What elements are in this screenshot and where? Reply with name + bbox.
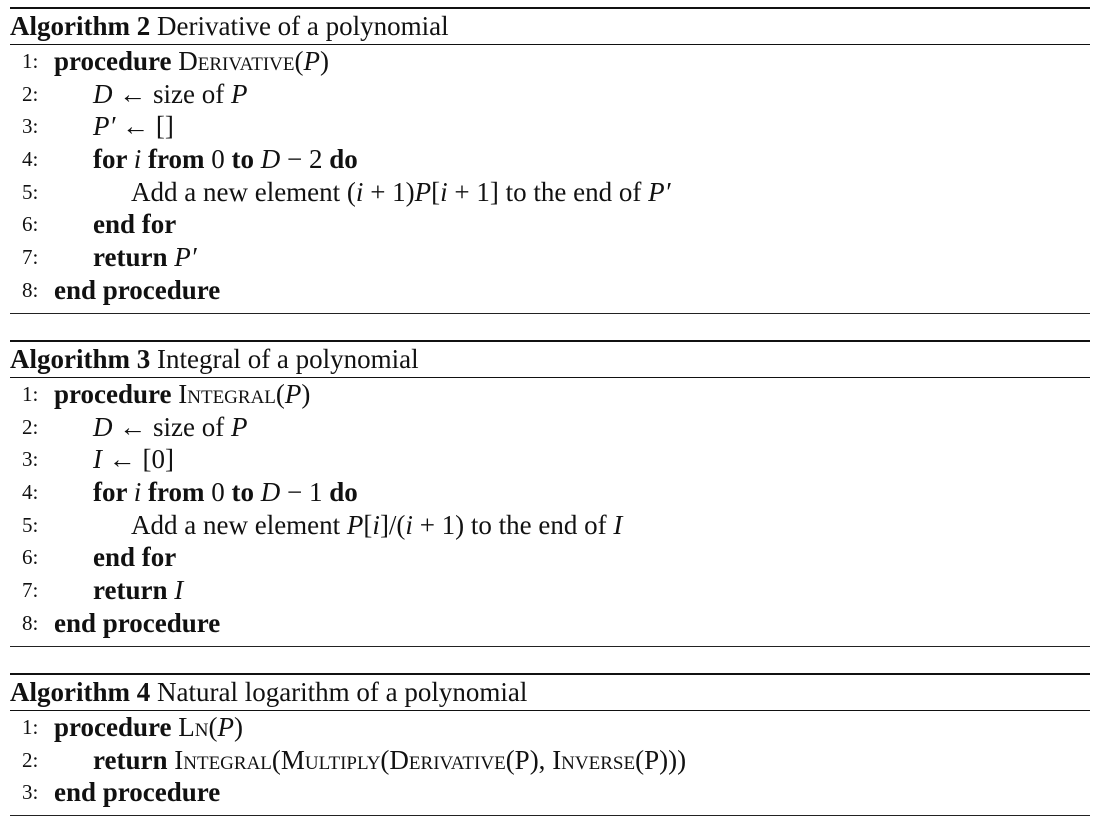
text-fragment: ( (380, 744, 390, 775)
algorithm-3-block (10, 340, 1090, 647)
keyword: end procedure (54, 607, 221, 638)
algorithm-title: Natural logarithm of a polynomial (156, 677, 528, 707)
keyword: procedure (54, 379, 179, 409)
math-variable: P (230, 411, 248, 442)
math-variable: D (93, 411, 113, 442)
text-fragment: + 1] to the end of (447, 176, 649, 207)
math-variable: P (346, 509, 364, 540)
algorithm-label: Algorithm 4 (10, 677, 151, 707)
algorithm-caption (10, 675, 1090, 710)
math-variable: i (355, 176, 364, 207)
algorithm-line (10, 143, 1090, 176)
text-fragment: + 1) to the end of (412, 509, 614, 540)
procedure-name: Integral (174, 744, 272, 775)
math-variable: P′ (174, 242, 197, 273)
procedure-name: Derivative (178, 46, 295, 76)
line-text (131, 509, 622, 542)
line-text (93, 574, 183, 607)
line-text (131, 176, 671, 209)
algorithm-4-block (10, 673, 1090, 816)
line-number: 7: (22, 578, 39, 603)
text-fragment: 0 (211, 477, 232, 508)
text-fragment: [ (363, 509, 373, 540)
algorithm-caption (10, 342, 1090, 377)
line-number: 3: (22, 447, 39, 472)
keyword: from (141, 477, 212, 508)
line-text (54, 607, 220, 640)
line-number: 3: (22, 114, 39, 139)
text-fragment: ( (271, 744, 281, 775)
text-fragment: [ (431, 176, 441, 207)
text-fragment: ← size of (112, 411, 231, 442)
line-text (54, 711, 243, 744)
line-number: 2: (22, 81, 39, 106)
line-text (93, 443, 174, 476)
text-fragment: ) (301, 379, 311, 409)
algorithm-line (10, 574, 1090, 607)
text-fragment: ( (275, 379, 285, 409)
math-variable: i (405, 509, 413, 540)
math-variable: i (372, 509, 380, 540)
line-text (93, 110, 174, 143)
algorithm-line (10, 45, 1090, 78)
math-variable: P (217, 712, 234, 742)
keyword: end for (93, 209, 177, 240)
line-text (93, 78, 247, 111)
text-fragment: ) (233, 712, 243, 742)
line-text (93, 476, 358, 509)
line-text (93, 143, 358, 176)
line-number: 4: (22, 147, 39, 172)
text-fragment: + 1) (363, 176, 415, 207)
line-text (54, 378, 310, 411)
algorithm-line (10, 476, 1090, 509)
line-number: 5: (22, 512, 39, 537)
algorithm-line (10, 744, 1090, 777)
math-variable: I (93, 444, 102, 475)
math-variable: i (133, 477, 142, 508)
algorithm-label: Algorithm 3 (10, 344, 151, 374)
algorithm-title: Derivative of a polynomial (156, 11, 449, 41)
algorithm-lines (10, 711, 1090, 809)
keyword: end for (93, 542, 177, 573)
bottom-rule (10, 815, 1090, 816)
line-text (54, 274, 220, 307)
text-fragment: (P))) (635, 744, 687, 775)
keyword: to (231, 144, 261, 175)
keyword: do (329, 144, 358, 175)
line-text (93, 411, 247, 444)
text-fragment: ← [] (115, 111, 174, 142)
procedure-name: Multiply (280, 744, 381, 775)
algorithm-line (10, 378, 1090, 411)
line-number: 1: (22, 382, 39, 406)
procedure-name: Derivative (389, 744, 506, 775)
algorithm-line (10, 607, 1090, 640)
text-fragment: (P), (505, 744, 553, 775)
text-fragment: − 1 (280, 477, 330, 508)
algorithm-lines (10, 378, 1090, 640)
math-variable: P (414, 176, 432, 207)
algorithm-line (10, 711, 1090, 744)
keyword: end procedure (54, 274, 221, 305)
keyword: return (93, 744, 175, 775)
math-variable: D (260, 477, 281, 508)
procedure-name: Inverse (552, 744, 636, 775)
line-number: 3: (22, 780, 39, 805)
math-variable: D (93, 78, 113, 109)
keyword: procedure (54, 46, 179, 76)
line-number: 2: (22, 747, 39, 772)
line-text (54, 45, 329, 78)
algorithm-caption (10, 9, 1090, 44)
line-number: 5: (22, 179, 39, 204)
line-text (93, 241, 197, 274)
keyword: return (93, 242, 175, 273)
algorithm-line (10, 776, 1090, 809)
text-fragment: Add a new element ( (131, 176, 356, 207)
algorithm-line (10, 274, 1090, 307)
line-text (93, 744, 686, 777)
algorithm-line (10, 110, 1090, 143)
line-number: 6: (22, 212, 39, 237)
bottom-rule (10, 646, 1090, 647)
algorithm-line (10, 443, 1090, 476)
line-text (54, 776, 220, 809)
keyword: for (93, 144, 134, 175)
algorithm-line (10, 541, 1090, 574)
algorithm-2-block (10, 7, 1090, 314)
math-variable: P (303, 46, 321, 76)
line-number: 8: (22, 277, 39, 302)
math-variable: I (174, 575, 184, 606)
keyword: end procedure (54, 777, 221, 808)
text-fragment: Add a new element (131, 509, 347, 540)
procedure-name: Integral (178, 379, 276, 409)
text-fragment: − 2 (280, 144, 330, 175)
algorithm-label: Algorithm 2 (10, 11, 151, 41)
keyword: procedure (54, 712, 179, 742)
algorithm-line (10, 208, 1090, 241)
math-variable: P′ (93, 111, 116, 142)
line-text (93, 208, 176, 241)
text-fragment: ( (208, 712, 218, 742)
text-fragment: ]/( (379, 509, 406, 540)
math-variable: P (230, 78, 248, 109)
keyword: to (231, 477, 261, 508)
keyword: do (329, 477, 358, 508)
algorithm-line (10, 509, 1090, 542)
bottom-rule (10, 313, 1090, 314)
text-fragment: ← [0] (102, 444, 174, 475)
procedure-name: Ln (178, 712, 209, 742)
math-variable: P′ (648, 176, 671, 207)
math-variable: P (284, 379, 302, 409)
line-number: 6: (22, 545, 39, 570)
algorithm-line (10, 176, 1090, 209)
algorithm-lines (10, 45, 1090, 307)
line-number: 2: (22, 414, 39, 439)
algorithm-title: Integral of a polynomial (156, 344, 419, 374)
algorithm-line (10, 78, 1090, 111)
text-fragment: ( (294, 46, 304, 76)
line-number: 8: (22, 610, 39, 635)
keyword: return (93, 575, 175, 606)
algorithm-line (10, 411, 1090, 444)
text-fragment: ) (320, 46, 330, 76)
algorithm-line (10, 241, 1090, 274)
math-variable: i (440, 176, 448, 207)
math-variable: D (260, 144, 281, 175)
line-number: 1: (22, 715, 39, 739)
text-fragment: 0 (211, 144, 232, 175)
line-text (93, 541, 176, 574)
keyword: for (93, 477, 134, 508)
line-number: 7: (22, 245, 39, 270)
line-number: 4: (22, 480, 39, 505)
text-fragment: ← size of (112, 78, 231, 109)
math-variable: i (133, 144, 142, 175)
line-number: 1: (22, 49, 39, 73)
keyword: from (141, 144, 212, 175)
math-variable: I (613, 509, 623, 540)
